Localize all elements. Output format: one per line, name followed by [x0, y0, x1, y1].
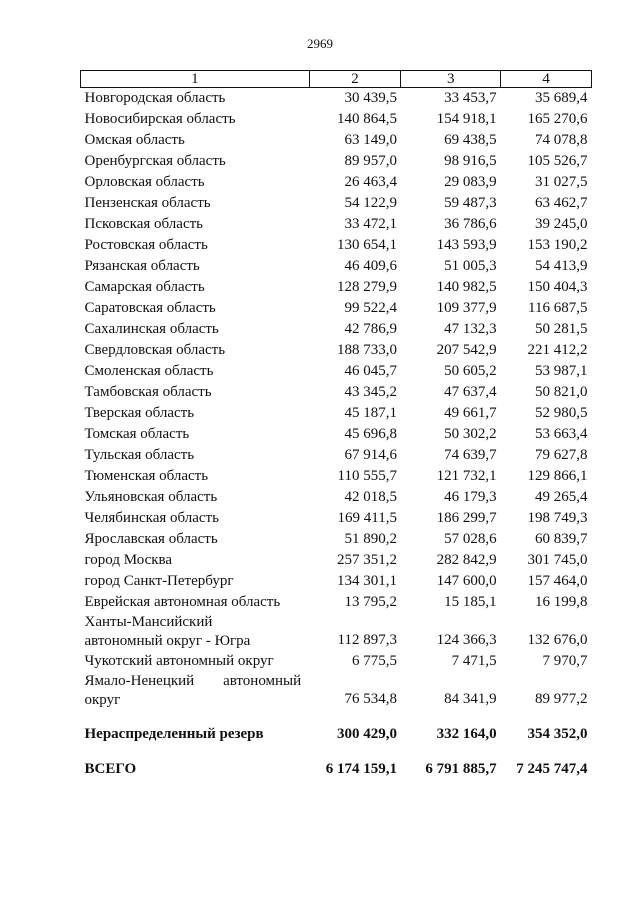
table-row — [81, 487, 592, 508]
table-row — [81, 235, 592, 256]
value-col-2: 110 555,7 — [337, 468, 397, 484]
value-col-3: 143 593,9 — [436, 237, 497, 253]
value-col-4: 39 245,0 — [535, 216, 588, 232]
total-row — [81, 759, 592, 780]
value-col-2: 128 279,9 — [336, 279, 397, 295]
total-label: ВСЕГО — [84, 761, 137, 777]
table-row — [81, 361, 592, 382]
value-col-4: 153 190,2 — [527, 237, 588, 253]
value-col-3: 74 639,7 — [444, 447, 497, 463]
table-row — [81, 571, 592, 592]
value-col-4: 116 687,5 — [528, 300, 588, 316]
value-col-4: 53 987,1 — [535, 363, 588, 379]
region-name-line-1: Ханты-Мансийский — [84, 614, 213, 630]
table-row — [81, 529, 592, 550]
region-name — [81, 672, 310, 710]
table-row — [81, 109, 592, 130]
table-row — [81, 466, 592, 487]
value-col-2: 45 187,1 — [344, 405, 397, 421]
column-header-4: 4 — [501, 71, 592, 88]
column-header-1: 1 — [81, 71, 310, 88]
value-col-2: 26 463,4 — [344, 174, 397, 190]
total-value-col-3: 6 791 885,7 — [425, 761, 497, 777]
value-col-2: 99 522,4 — [344, 300, 397, 316]
reserve-value-col-4: 354 352,0 — [527, 726, 588, 742]
table-row — [81, 672, 592, 710]
value-col-3: 59 487,3 — [444, 195, 497, 211]
value-col-2: 54 122,9 — [344, 195, 397, 211]
value-col-3: 154 918,1 — [436, 111, 497, 127]
value-col-3: 49 661,7 — [444, 405, 497, 421]
region-name-line-2: округ — [84, 692, 121, 708]
value-col-3: 57 028,6 — [444, 531, 497, 547]
value-col-4: 89 977,2 — [535, 691, 588, 707]
region-name-word: автономный — [223, 673, 302, 689]
table-header-row — [81, 71, 592, 88]
table-row — [81, 445, 592, 466]
value-col-4: 7 970,7 — [542, 653, 588, 669]
region-name: Пензенская область — [84, 195, 211, 211]
region-name: Еврейская автономная область — [84, 594, 281, 610]
value-col-4: 31 027,5 — [535, 174, 588, 190]
region-name: Рязанская область — [84, 258, 200, 274]
region-name: Оренбургская область — [84, 153, 226, 169]
value-col-2: 257 351,2 — [336, 552, 397, 568]
region-name: Саратовская область — [84, 300, 216, 316]
value-col-2: 130 654,1 — [336, 237, 397, 253]
value-col-4: 301 745,0 — [527, 552, 588, 568]
region-name: город Санкт-Петербург — [84, 573, 234, 589]
value-col-2: 140 864,5 — [336, 111, 397, 127]
value-col-2: 46 409,6 — [344, 258, 397, 274]
table-row — [81, 214, 592, 235]
value-col-4: 105 526,7 — [527, 153, 588, 169]
region-name: Смоленская область — [84, 363, 214, 379]
value-col-4: 129 866,1 — [527, 468, 588, 484]
region-name-line-1 — [85, 672, 310, 691]
value-col-3: 69 438,5 — [444, 132, 497, 148]
value-col-4: 132 676,0 — [527, 632, 588, 648]
region-name: Тульская область — [84, 447, 195, 463]
region-name: Ульяновская область — [84, 489, 218, 505]
region-name: Тамбовская область — [84, 384, 212, 400]
value-col-2: 46 045,7 — [344, 363, 397, 379]
value-col-3: 147 600,0 — [436, 573, 497, 589]
region-name: Сахалинская область — [84, 321, 219, 337]
value-col-4: 79 627,8 — [535, 447, 588, 463]
table-row — [81, 319, 592, 340]
value-col-4: 74 078,8 — [535, 132, 588, 148]
value-col-2: 63 149,0 — [344, 132, 397, 148]
reserve-label: Нераспределенный резерв — [84, 726, 264, 742]
table-row — [81, 151, 592, 172]
region-name: Тюменская область — [84, 468, 209, 484]
value-col-3: 124 366,3 — [436, 632, 497, 648]
value-col-2: 89 957,0 — [344, 153, 397, 169]
table-row — [81, 382, 592, 403]
value-col-3: 33 453,7 — [444, 90, 497, 106]
region-name: Орловская область — [84, 174, 205, 190]
budget-distribution-table — [80, 70, 592, 780]
value-col-2: 45 696,8 — [344, 426, 397, 442]
region-name: Тверская область — [84, 405, 195, 421]
table-row — [81, 172, 592, 193]
value-col-4: 52 980,5 — [535, 405, 588, 421]
value-col-3: 121 732,1 — [436, 468, 497, 484]
value-col-3: 7 471,5 — [451, 653, 497, 669]
value-col-4: 50 281,5 — [535, 321, 588, 337]
value-col-4: 35 689,4 — [535, 90, 588, 106]
value-col-3: 98 916,5 — [444, 153, 497, 169]
region-name: Новгородская область — [84, 90, 226, 106]
region-name: Новосибирская область — [84, 111, 236, 127]
table-row — [81, 130, 592, 151]
region-name: Томская область — [84, 426, 190, 442]
table-row — [81, 256, 592, 277]
table-row — [81, 88, 592, 110]
value-col-2: 6 775,5 — [351, 653, 397, 669]
table-row — [81, 651, 592, 672]
region-name: Ростовская область — [84, 237, 208, 253]
region-name: Псковская область — [84, 216, 203, 232]
value-col-2: 42 018,5 — [344, 489, 397, 505]
value-col-2: 13 795,2 — [344, 594, 397, 610]
value-col-2: 134 301,1 — [336, 573, 397, 589]
reserve-value-col-2: 300 429,0 — [336, 726, 397, 742]
column-header-2: 2 — [309, 71, 401, 88]
region-name: Челябинская область — [84, 510, 219, 526]
value-col-4: 150 404,3 — [527, 279, 588, 295]
value-col-3: 186 299,7 — [436, 510, 497, 526]
region-name-line-2: автономный округ - Югра — [84, 633, 251, 649]
reserve-value-col-3: 332 164,0 — [436, 726, 497, 742]
value-col-4: 53 663,4 — [535, 426, 588, 442]
value-col-3: 282 842,9 — [436, 552, 497, 568]
table-row — [81, 403, 592, 424]
value-col-2: 51 890,2 — [344, 531, 397, 547]
value-col-2: 169 411,5 — [337, 510, 397, 526]
value-col-2: 188 733,0 — [336, 342, 397, 358]
value-col-3: 47 637,4 — [444, 384, 497, 400]
region-name: город Москва — [84, 552, 173, 568]
region-name: Самарская область — [84, 279, 205, 295]
value-col-3: 15 185,1 — [444, 594, 497, 610]
value-col-4: 165 270,6 — [527, 111, 588, 127]
reserve-row — [81, 724, 592, 745]
table-row — [81, 592, 592, 613]
total-value-col-2: 6 174 159,1 — [325, 761, 397, 777]
table-row — [81, 340, 592, 361]
region-name: Свердловская область — [84, 342, 226, 358]
region-name-word: Ямало-Ненецкий — [84, 673, 195, 689]
value-col-3: 207 542,9 — [436, 342, 497, 358]
value-col-4: 157 464,0 — [527, 573, 588, 589]
spacer-row — [81, 710, 592, 724]
value-col-2: 76 534,8 — [344, 691, 397, 707]
value-col-2: 33 472,1 — [344, 216, 397, 232]
value-col-3: 51 005,3 — [444, 258, 497, 274]
value-col-3: 47 132,3 — [444, 321, 497, 337]
region-name — [81, 613, 310, 651]
column-header-3: 3 — [401, 71, 501, 88]
value-col-4: 198 749,3 — [527, 510, 588, 526]
value-col-3: 50 302,2 — [444, 426, 497, 442]
table-row — [81, 613, 592, 651]
value-col-2: 43 345,2 — [344, 384, 397, 400]
table-row — [81, 424, 592, 445]
total-value-col-4: 7 245 747,4 — [516, 761, 588, 777]
region-name: Чукотский автономный округ — [84, 653, 274, 669]
page-number: 2969 — [307, 36, 333, 51]
value-col-3: 50 605,2 — [444, 363, 497, 379]
spacer-row — [81, 745, 592, 759]
table-row — [81, 193, 592, 214]
table-row — [81, 298, 592, 319]
table-row — [81, 508, 592, 529]
value-col-3: 140 982,5 — [436, 279, 497, 295]
value-col-3: 84 341,9 — [444, 691, 497, 707]
value-col-4: 16 199,8 — [535, 594, 588, 610]
value-col-4: 50 821,0 — [535, 384, 588, 400]
region-name: Ярославская область — [84, 531, 218, 547]
region-name: Омская область — [84, 132, 185, 148]
value-col-2: 30 439,5 — [344, 90, 397, 106]
value-col-4: 221 412,2 — [527, 342, 588, 358]
value-col-4: 49 265,4 — [535, 489, 588, 505]
table-row — [81, 550, 592, 571]
value-col-2: 42 786,9 — [344, 321, 397, 337]
value-col-2: 67 914,6 — [344, 447, 397, 463]
value-col-3: 46 179,3 — [444, 489, 497, 505]
table-row — [81, 277, 592, 298]
value-col-2: 112 897,3 — [337, 632, 397, 648]
value-col-3: 109 377,9 — [436, 300, 497, 316]
value-col-3: 29 083,9 — [444, 174, 497, 190]
value-col-3: 36 786,6 — [444, 216, 497, 232]
value-col-4: 63 462,7 — [535, 195, 588, 211]
value-col-4: 60 839,7 — [535, 531, 588, 547]
value-col-4: 54 413,9 — [535, 258, 588, 274]
